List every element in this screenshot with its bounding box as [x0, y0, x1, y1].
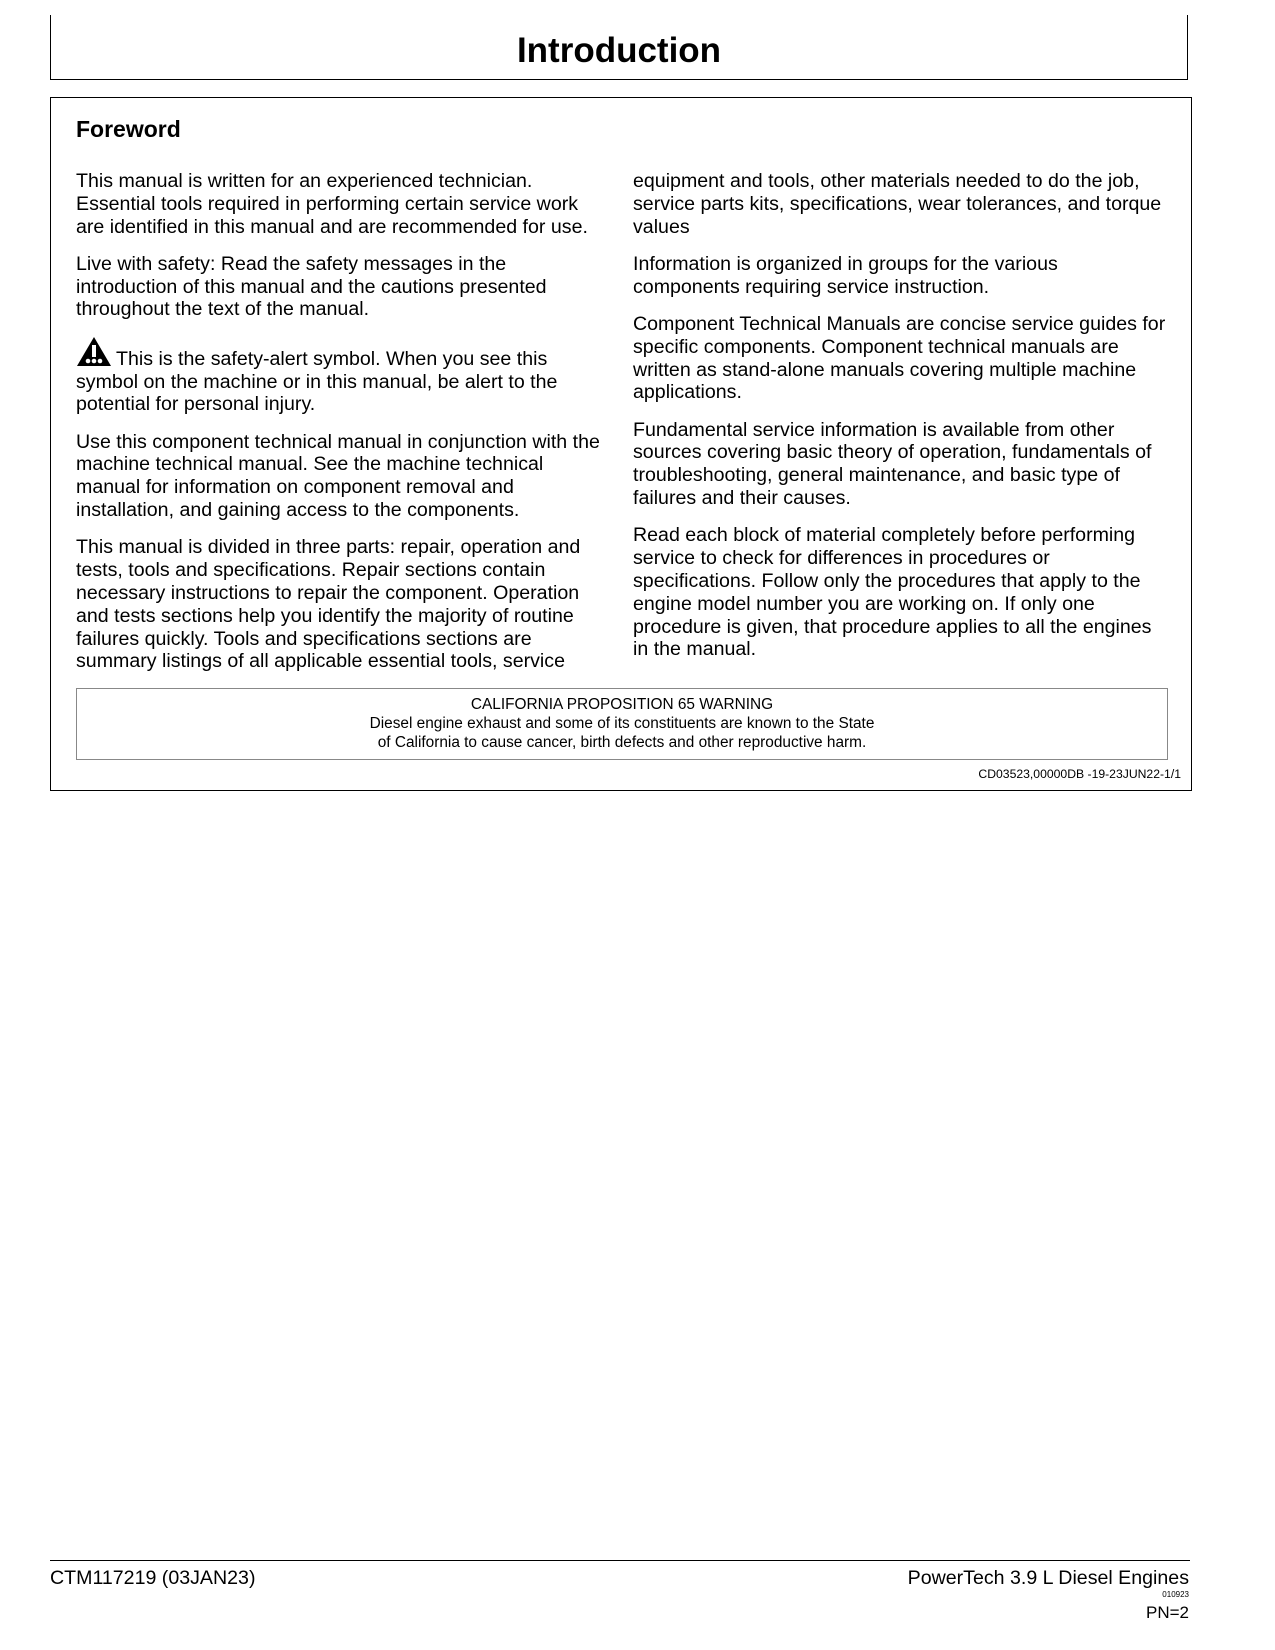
foreword-section	[50, 97, 1192, 791]
left-column	[76, 170, 611, 688]
footer-manual-id: CTM117219 (03JAN23)	[50, 1567, 256, 1589]
footer-manual-title: PowerTech 3.9 L Diesel Engines	[907, 1567, 1189, 1589]
paragraph-safety-alert	[76, 336, 611, 416]
paragraph-fundamental: Fundamental service information is available from other sources covering basic theory of operation, fundamentals of troubleshooting, general maintenance, and basic type of failures and their causes.	[633, 418, 1152, 510]
warning-line-2: of California to cause cancer, birth defects and other reproductive harm.	[377, 734, 867, 751]
paragraph-read-each: Read each block of material completely before performing service to check for differences in procedures or specifications. Follow only the procedures that apply to the engine model number you are working on. If only one procedure is given, that procedure applies to all the engines in the manual.	[633, 524, 1152, 661]
title-box	[50, 15, 1188, 80]
paragraph-safety: Live with safety: Read the safety messages in the introduction of this manual and the cautions presented throughout the text of the manual.	[76, 252, 547, 321]
warning-title: CALIFORNIA PROPOSITION 65 WARNING	[470, 696, 774, 713]
paragraph-continued: equipment and tools, other materials needed to do the job, service parts kits, specifications, wear tolerances, and torque values	[633, 170, 1162, 238]
warning-line-1: Diesel engine exhaust and some of its constituents are known to the State	[369, 715, 875, 732]
paragraph-intro: This manual is written for an experienced technician. Essential tools required in performing certain service work are identified in this manual and are recommended for use.	[76, 170, 588, 238]
right-column	[633, 170, 1168, 676]
paragraph-ctm: Component Technical Manuals are concise service guides for specific components. Component technical manuals are written as stand-alone manuals covering multiple machine applications.	[633, 312, 1166, 404]
paragraph-organization: Information is organized in groups for the various components requiring service instruction.	[633, 252, 1058, 298]
prop65-warning-box	[76, 688, 1168, 760]
document-code: CD03523,00000DB -19-23JUN22-1/1	[978, 767, 1181, 781]
section-heading: Foreword	[76, 116, 181, 142]
safety-alert-icon	[76, 336, 112, 367]
paragraph-parts: This manual is divided in three parts: repair, operation and tests, tools and specifications. Repair sections contain necessary instructions to repair the component. Operation and tests sections help you identify the majority of routine failures quickly. Tools and specifications sections are summary listings of all applicable essential tools, service	[76, 536, 581, 673]
footer-divider	[50, 1560, 1190, 1561]
footer-page-number: PN=2	[1146, 1603, 1189, 1622]
page-title: Introduction	[516, 31, 722, 70]
safety-alert-text: This is the safety-alert symbol. When you see this symbol on the machine or in this manual, be alert to the potential for personal injury.	[76, 347, 558, 416]
paragraph-conjunction: Use this component technical manual in conjunction with the machine technical manual. See the machine technical manual for information on component removal and installation, and gaining access to the components.	[76, 430, 600, 522]
footer-small-code: 010923	[1162, 1590, 1189, 1599]
